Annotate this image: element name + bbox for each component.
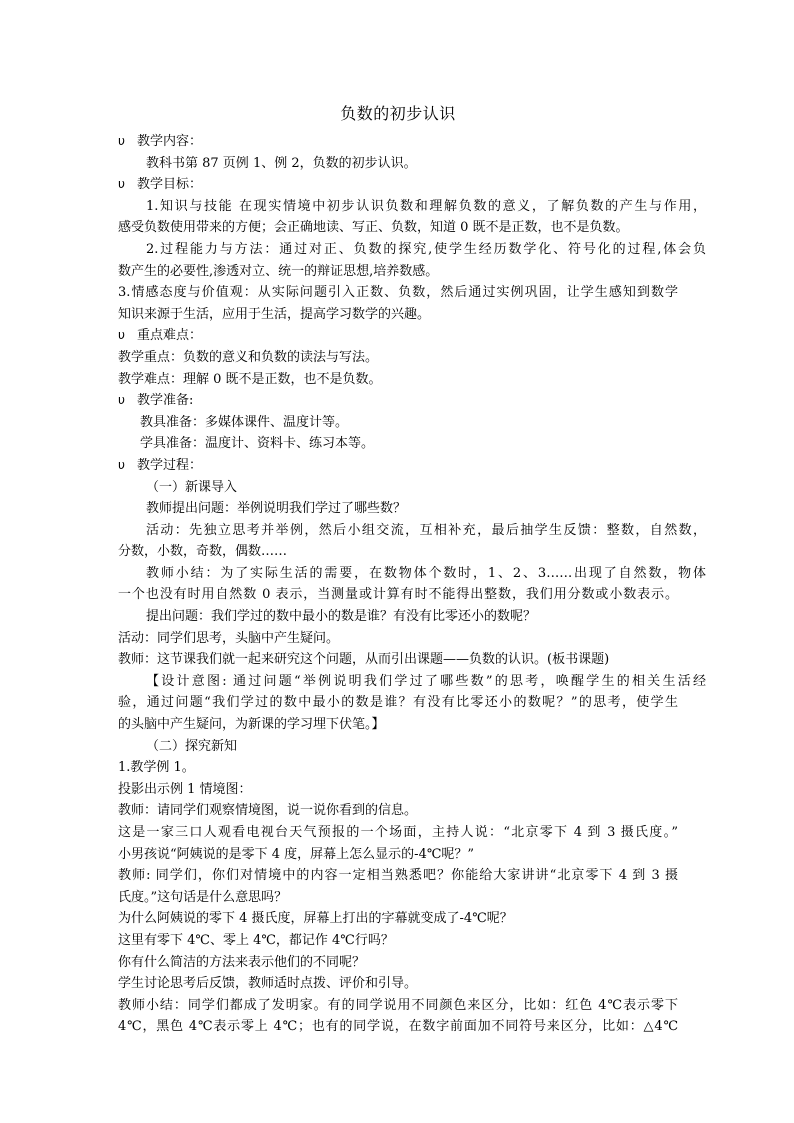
text-line [118, 498, 706, 520]
line-text: 2.过程能力与方法：通过对正、负数的探究,使学生经历数学化、符号化的过程,体会负 [146, 241, 706, 257]
line-text: 1.知识与技能 在现实情境中初步认识负数和理解负数的意义，了解负数的产生与作用， [146, 198, 706, 214]
text-line [118, 606, 706, 628]
line-text: 教学内容： [137, 134, 203, 149]
text-line [118, 541, 678, 563]
section-heading [118, 455, 678, 477]
line-text: 教师提出问题：举例说明我们学过了哪些数？ [146, 501, 407, 517]
section-heading [118, 174, 678, 196]
text-line [118, 757, 678, 779]
text-line [118, 995, 678, 1017]
line-text: 教学过程： [137, 457, 203, 473]
text-line [118, 217, 678, 239]
line-text: 验，通过问题“我们学过的数中最小的数是谁？有没有比零还小的数呢？”的思考，使学生 [118, 695, 678, 711]
line-text: 教具准备：多媒体课件、温度计等。 [140, 414, 349, 430]
text-line [118, 887, 678, 909]
text-line [118, 412, 700, 434]
text-line [118, 347, 678, 369]
text-line [118, 822, 678, 844]
line-text: 感受负数使用带来的方便；会正确地读、写正、负数，知道 0 既不是正数，也不是负数。 [118, 220, 629, 236]
bullet-icon: υ [118, 393, 125, 408]
section-heading [118, 131, 678, 153]
text-line [118, 1016, 678, 1038]
line-text: （二）探究新知 [146, 738, 238, 754]
line-text: 一个也没有时用自然数 0 表示，当测量或计算有时不能得出整数，我们用分数或小数表示。 [118, 587, 678, 603]
line-text: 教学重点：负数的意义和负数的读法与写法。 [118, 349, 379, 365]
document-title: 负数的初步认识 [340, 104, 456, 123]
line-text: 分数，小数，奇数，偶数…… [118, 544, 288, 560]
line-text: 教师小结：为了实际生活的需要，在数物体个数时，1、2、3……出现了自然数，物体 [146, 565, 706, 581]
document-body [118, 131, 794, 1038]
line-text: 教师: 同学们，你们对情境中的内容一定相当熟悉吧？你能给大家讲讲“北京零下 4 到 3 摄 [118, 868, 678, 884]
bullet-icon: υ [118, 134, 125, 148]
line-text: 【设计意图: 通过问题“举例说明我们学过了哪些数”的思考，唤醒学生的相关生活经 [146, 673, 706, 689]
line-text: 投影出示例 1 情境图： [118, 781, 252, 797]
text-line [118, 800, 678, 822]
text-line [118, 736, 706, 758]
line-text: 重点难点： [137, 328, 203, 344]
line-text: 3.情感态度与价值观：从实际问题引入正数、负数，然后通过实例巩固，让学生感知到数学 [118, 285, 678, 301]
line-text: 活动：同学们思考，头脑中产生疑问。 [118, 630, 340, 646]
section-heading [118, 390, 678, 412]
line-text: 知识来源于生活，应用于生活，提高学习数学的兴趣。 [118, 306, 431, 322]
text-line [118, 239, 706, 261]
line-text: 1.教学例 1。 [118, 760, 195, 776]
bullet-icon: υ [118, 457, 125, 472]
line-text: 的头脑中产生疑问，为新课的学习埋下伏笔。】 [118, 717, 385, 733]
text-line [118, 520, 706, 542]
text-line [118, 930, 678, 952]
line-text: 提出问题：我们学过的数中最小的数是谁？有没有比零还小的数呢？ [146, 609, 537, 625]
line-text: 小男孩说“阿姨说的是零下 4 度，屏幕上怎么显示的-4℃呢？” [118, 846, 475, 862]
text-line [118, 261, 678, 283]
text-line [118, 865, 678, 887]
text-line [118, 952, 678, 974]
text-line [118, 304, 678, 326]
line-text: 你有什么简洁的方法来表示他们的不同呢？ [118, 954, 366, 970]
section-heading [118, 325, 678, 347]
line-text: 教科书第 87 页例 1、例 2，负数的初步认识。 [146, 155, 417, 171]
text-line [118, 433, 700, 455]
line-text: 氏度。”这句话是什么意思吗？ [118, 889, 288, 905]
text-line [118, 671, 706, 693]
line-text: 4℃，黑色 4℃表示零上 4℃；也有的同学说，在数字前面加不同符号来区分，比如：△4℃ [118, 1019, 678, 1035]
line-text: 数产生的必要性,渗透对立、统一的辩证思想,培养数感。 [118, 263, 439, 279]
text-line [118, 908, 678, 930]
text-line [118, 692, 678, 714]
bullet-icon: υ [118, 328, 125, 343]
text-line [118, 649, 678, 671]
line-text: 这里有零下 4℃、零上 4℃，都记作 4℃行吗？ [118, 932, 394, 948]
text-line [118, 282, 678, 304]
bullet-icon: υ [118, 177, 125, 192]
line-text: 教师小结：同学们都成了发明家。有的同学说用不同颜色来区分，比如：红色 4℃表示零下 [118, 997, 678, 1013]
text-line [118, 714, 678, 736]
text-line [118, 153, 706, 175]
text-line [118, 973, 678, 995]
line-text: 学生讨论思考后反馈，教师适时点拨、评价和引导。 [118, 976, 418, 992]
text-line [118, 779, 678, 801]
line-text: 这是一家三口人观看电视台天气预报的一个场面，主持人说：“北京零下 4 到 3 摄氏度。” [118, 825, 678, 840]
line-text: 学具准备：温度计、资料卡、练习本等。 [140, 436, 375, 452]
text-line [118, 369, 678, 391]
line-text: 教学难点：理解 0 既不是正数，也不是负数。 [118, 371, 382, 387]
text-line [118, 196, 706, 218]
line-text: 为什么阿姨说的零下 4 摄氏度，屏幕上打出的字幕就变成了-4℃呢？ [118, 911, 513, 927]
text-line [118, 844, 678, 866]
text-line [118, 477, 706, 499]
line-text: （一）新课导入 [146, 479, 238, 495]
line-text: 教学目标： [137, 177, 203, 193]
text-line [118, 628, 678, 650]
line-text: 活动：先独立思考并举例，然后小组交流，互相补充，最后抽学生反馈：整数，自然数， [146, 522, 706, 538]
line-text: 教师：这节课我们就一起来研究这个问题，从而引出课题——负数的认识。(板书课题) [118, 652, 610, 668]
line-text: 教学准备: [137, 393, 194, 409]
text-line [118, 584, 678, 606]
line-text: 教师：请同学们观察情境图，说一说你看到的信息。 [118, 803, 418, 819]
text-line [118, 563, 706, 585]
